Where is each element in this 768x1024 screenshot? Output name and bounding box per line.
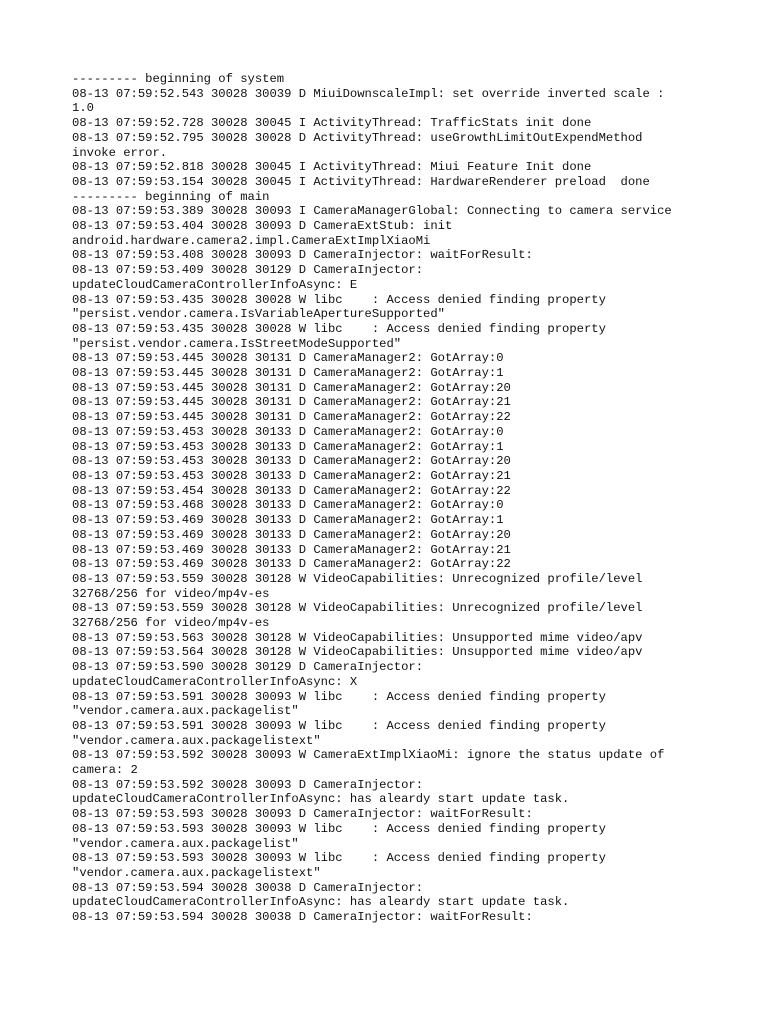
log-line: updateCloudCameraControllerInfoAsync: X [72,674,358,689]
log-line: 08-13 07:59:53.469 30028 30133 D CameraManager2: GotArray:22 [72,557,511,572]
log-line: 08-13 07:59:53.592 30028 30093 W CameraExtImplXiaoMi: ignore the status update of [72,748,665,763]
log-line: 08-13 07:59:53.453 30028 30133 D CameraManager2: GotArray:21 [72,468,511,483]
log-line: 08-13 07:59:53.591 30028 30093 W libc : Access denied finding property [72,718,606,733]
log-line: camera: 2 [72,763,138,778]
log-line: 08-13 07:59:53.469 30028 30133 D CameraManager2: GotArray:20 [72,527,511,542]
log-line: "vendor.camera.aux.packagelist" [72,704,299,719]
log-line: 08-13 07:59:53.594 30028 30038 D CameraInjector: waitForResult: [72,910,533,925]
log-line: 08-13 07:59:53.445 30028 30131 D CameraManager2: GotArray:21 [72,395,511,410]
log-line: "vendor.camera.aux.packagelistext" [72,733,321,748]
log-line: "vendor.camera.aux.packagelistext" [72,865,321,880]
log-line: 08-13 07:59:53.590 30028 30129 D CameraInjector: [72,660,424,675]
log-line: 08-13 07:59:53.564 30028 30128 W VideoCapabilities: Unsupported mime video/apv [72,645,643,660]
log-line: 08-13 07:59:53.435 30028 30028 W libc : Access denied finding property [72,321,606,336]
log-line: updateCloudCameraControllerInfoAsync: E [72,277,358,292]
log-line: "persist.vendor.camera.IsVariableApertureSupported" [72,307,445,322]
log-line: invoke error. [72,145,168,160]
log-line: 08-13 07:59:53.445 30028 30131 D CameraManager2: GotArray:22 [72,410,511,425]
log-line: updateCloudCameraControllerInfoAsync: has aleardy start update task. [72,895,570,910]
log-line: 08-13 07:59:53.469 30028 30133 D CameraManager2: GotArray:1 [72,513,504,528]
log-line: 08-13 07:59:53.559 30028 30128 W VideoCapabilities: Unrecognized profile/level [72,571,643,586]
log-line: 08-13 07:59:53.594 30028 30038 D CameraInjector: [72,880,424,895]
log-line: 08-13 07:59:53.154 30028 30045 I ActivityThread: HardwareRenderer preload done [72,174,650,189]
log-line: "persist.vendor.camera.IsStreetModeSupported" [72,336,402,351]
log-line: updateCloudCameraControllerInfoAsync: has aleardy start update task. [72,792,570,807]
log-line: 08-13 07:59:53.563 30028 30128 W VideoCapabilities: Unsupported mime video/apv [72,630,643,645]
log-line: 08-13 07:59:53.593 30028 30093 W libc : Access denied finding property [72,851,606,866]
log-line: 08-13 07:59:53.592 30028 30093 D CameraInjector: [72,777,424,792]
log-line: --------- beginning of main [72,189,270,204]
log-line: --------- beginning of system [72,72,285,86]
log-line: 08-13 07:59:53.453 30028 30133 D CameraManager2: GotArray:0 [72,424,504,439]
log-line: 08-13 07:59:53.453 30028 30133 D CameraManager2: GotArray:1 [72,439,504,454]
log-line: 08-13 07:59:53.591 30028 30093 W libc : Access denied finding property [72,689,606,704]
log-line: 08-13 07:59:52.728 30028 30045 I ActivityThread: TrafficStats init done [72,116,592,131]
log-line: 08-13 07:59:53.389 30028 30093 I CameraManagerGlobal: Connecting to camera service [72,204,672,219]
log-line: 08-13 07:59:53.404 30028 30093 D CameraExtStub: init [72,219,453,234]
log-line: "vendor.camera.aux.packagelist" [72,836,299,851]
log-line: 32768/256 for video/mp4v-es [72,586,270,601]
log-line: 08-13 07:59:52.818 30028 30045 I ActivityThread: Miui Feature Init done [72,160,592,175]
log-line: 1.0 [72,101,94,116]
log-line: android.hardware.camera2.impl.CameraExtImplXiaoMi [72,233,431,248]
log-line: 08-13 07:59:53.453 30028 30133 D CameraManager2: GotArray:20 [72,454,511,469]
log-line: 08-13 07:59:53.559 30028 30128 W VideoCapabilities: Unrecognized profile/level [72,601,643,616]
log-line: 08-13 07:59:53.593 30028 30093 W libc : Access denied finding property [72,821,606,836]
log-line: 08-13 07:59:53.445 30028 30131 D CameraManager2: GotArray:20 [72,380,511,395]
log-line: 08-13 07:59:53.454 30028 30133 D CameraManager2: GotArray:22 [72,483,511,498]
log-line: 08-13 07:59:53.409 30028 30129 D CameraInjector: [72,263,424,278]
log-line: 08-13 07:59:53.468 30028 30133 D CameraManager2: GotArray:0 [72,498,504,513]
log-line: 08-13 07:59:53.593 30028 30093 D CameraInjector: waitForResult: [72,807,533,822]
log-line: 08-13 07:59:52.795 30028 30028 D ActivityThread: useGrowthLimitOutExpendMethod [72,130,643,145]
log-line: 08-13 07:59:53.408 30028 30093 D CameraInjector: waitForResult: [72,248,533,263]
log-line: 08-13 07:59:53.435 30028 30028 W libc : Access denied finding property [72,292,606,307]
log-line: 08-13 07:59:52.543 30028 30039 D MiuiDownscaleImpl: set override inverted scale : [72,86,665,101]
log-line: 08-13 07:59:53.469 30028 30133 D CameraManager2: GotArray:21 [72,542,511,557]
log-document [72,72,712,925]
log-line: 08-13 07:59:53.445 30028 30131 D CameraManager2: GotArray:1 [72,366,504,381]
log-line: 32768/256 for video/mp4v-es [72,616,270,631]
log-line: 08-13 07:59:53.445 30028 30131 D CameraManager2: GotArray:0 [72,351,504,366]
